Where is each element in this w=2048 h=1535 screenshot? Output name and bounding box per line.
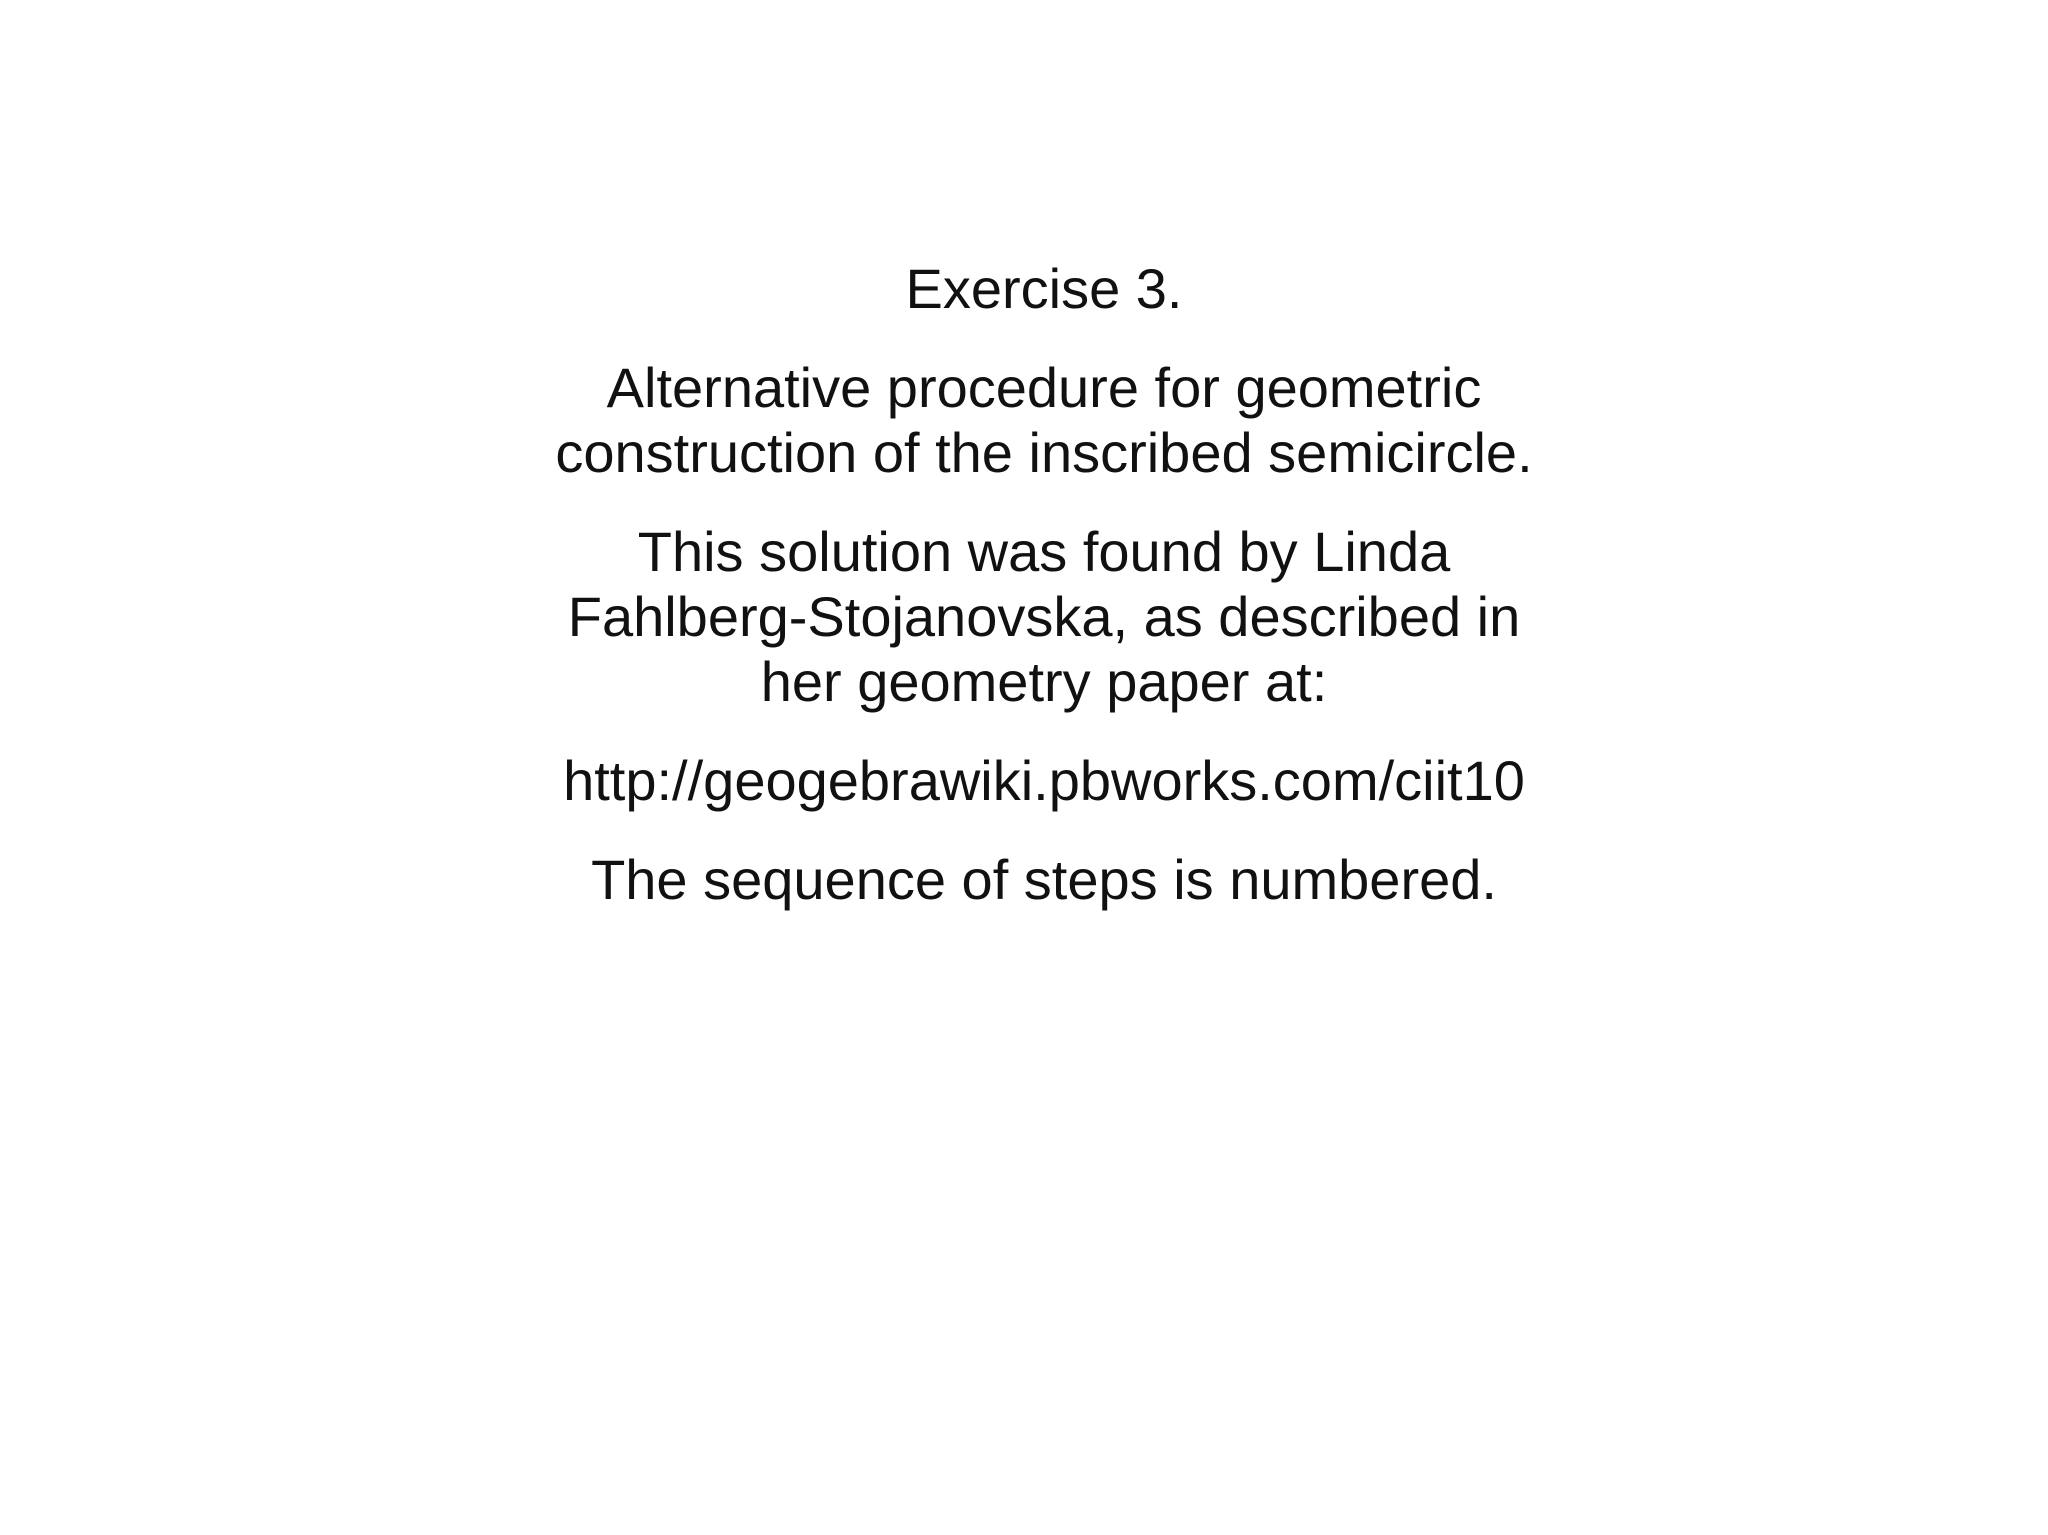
- slide-text-block: [524, 256, 1564, 912]
- credit-paragraph: [524, 519, 1564, 714]
- steps-note: The sequence of steps is numbered.: [591, 848, 1497, 911]
- description-paragraph: [524, 355, 1564, 485]
- exercise-title: Exercise 3.: [905, 257, 1183, 320]
- description-line: construction of the inscribed semicircle.: [555, 421, 1533, 484]
- credit-line: her geometry paper at:: [760, 650, 1328, 713]
- reference-link[interactable]: http://geogebrawiki.pbworks.com/ciit10: [563, 749, 1525, 812]
- credit-line: This solution was found by Linda: [637, 520, 1451, 583]
- description-line: Alternative procedure for geometric: [606, 356, 1482, 419]
- credit-line: Fahlberg-Stojanovska, as described in: [567, 585, 1521, 648]
